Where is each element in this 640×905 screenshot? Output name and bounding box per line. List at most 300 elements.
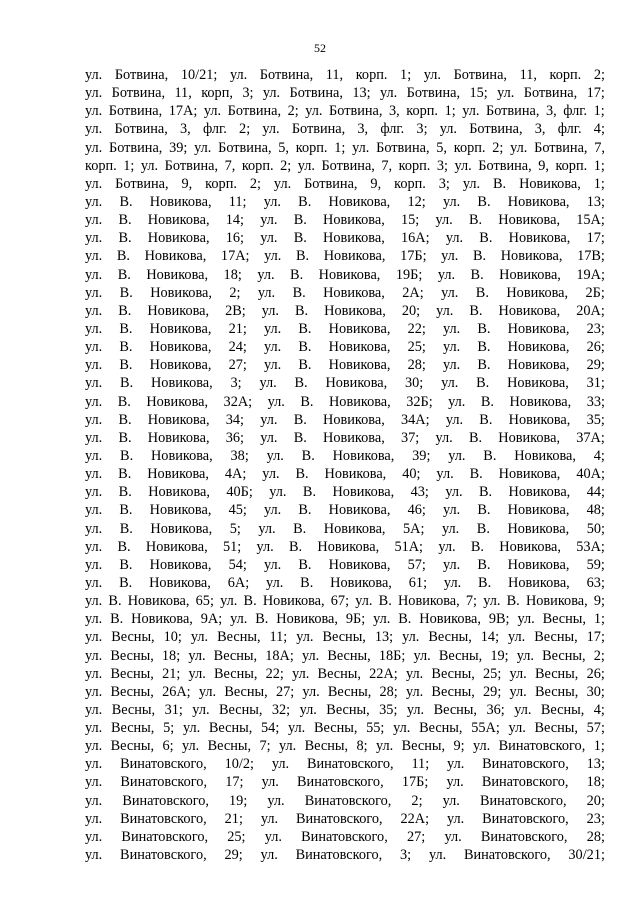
address-line (85, 755, 605, 773)
address-word: Новикова, (498, 212, 561, 229)
address-word: ул. (269, 484, 287, 501)
address-line (85, 628, 605, 646)
address-word: ул. (444, 828, 462, 845)
address-word: Новикова, (499, 266, 561, 283)
address-word: Новикова, (149, 574, 211, 591)
address-word: 50; (586, 520, 605, 537)
address-word: ул. (267, 393, 285, 410)
address-word: 3, (180, 121, 191, 138)
address-line (85, 556, 605, 574)
address-word: ул. (509, 665, 527, 682)
address-word: 31; (586, 375, 605, 392)
address-line (85, 284, 605, 302)
address-word: Ботвина, (114, 67, 169, 83)
address-line (85, 157, 605, 175)
address-word: 1; (593, 103, 605, 120)
address-word: корп. (453, 139, 486, 156)
address-word: 1; (593, 175, 605, 192)
address-word: 1; (123, 157, 135, 174)
address-word: ул. (257, 284, 276, 301)
address-word: Новикова, (507, 357, 570, 374)
address-word: В. (468, 212, 483, 229)
address-word: Новикова, (323, 230, 385, 247)
address-word: корп. (205, 175, 237, 192)
address-word: ул. (271, 756, 290, 773)
address-word: 16; (225, 230, 245, 247)
address-word: 2; (492, 139, 504, 156)
address-word: ул. (355, 593, 373, 610)
address-word: 9; (593, 593, 605, 610)
address-word: Винатовского, (482, 810, 569, 827)
address-word: Новикова, (127, 593, 190, 610)
address-word: В. (116, 248, 130, 265)
address-word: 11; (228, 193, 247, 210)
address-word: Новикова, (328, 320, 391, 337)
address-word: ул. (352, 139, 370, 156)
address-word: В. (118, 411, 132, 428)
address-word: 44; (586, 484, 605, 501)
address-word: ул. (438, 538, 456, 555)
address-word: В. (300, 393, 314, 410)
address-word: ул. (260, 847, 278, 864)
address-word: корп. (241, 157, 274, 174)
address-word: Ботвина, (108, 139, 163, 156)
address-word: В. (476, 520, 490, 537)
address-word: 17; (586, 629, 605, 646)
address-word: 13; (586, 193, 605, 210)
address-word: ул. (182, 738, 200, 755)
address-word: Новикова, (498, 429, 561, 446)
address-word: ул. (230, 611, 248, 628)
address-line (85, 737, 605, 755)
address-word: Ботвина, (111, 85, 166, 102)
address-word: В. (298, 556, 312, 573)
address-word: 21; (162, 665, 181, 682)
address-line (85, 411, 605, 429)
address-word: ул. (462, 103, 480, 120)
address-word: Весны, (313, 720, 358, 737)
address-line (85, 320, 605, 338)
address-word: В. (119, 357, 133, 374)
address-word: ул. (188, 647, 206, 664)
address-word: 4; (593, 447, 605, 464)
address-word: 30; (405, 375, 424, 392)
address-word: Новикова, (144, 248, 207, 265)
address-word: ул. (85, 574, 103, 591)
address-word: 20; (586, 792, 605, 809)
address-word: В. (478, 574, 492, 591)
address-word: 4; (593, 701, 605, 718)
address-word: ул. (264, 556, 282, 573)
address-word: Весны, (540, 701, 585, 718)
address-word: В. (295, 466, 309, 483)
address-word: ул. (229, 67, 248, 83)
address-word: ул. (297, 157, 315, 174)
address-word: 37; (401, 429, 420, 446)
address-word: Винатовского, (463, 847, 551, 864)
address-word: 28; (586, 828, 605, 845)
address-word: ул. (279, 738, 297, 755)
address-word: Новикова, (507, 520, 570, 537)
address-word: ул. (182, 720, 201, 737)
address-word: Новикова, (508, 411, 571, 428)
address-word: ул. (267, 792, 285, 809)
address-word: ул. (85, 411, 103, 428)
address-word: ул. (423, 67, 441, 83)
address-word: Новикова, (508, 484, 571, 501)
address-word: В. (292, 284, 306, 301)
address-line (85, 175, 605, 193)
address-word: В. (119, 502, 133, 519)
address-word: 26А; (162, 683, 191, 700)
address-word: ул. (413, 647, 431, 664)
address-word: ул. (266, 447, 284, 464)
address-word: ул. (442, 520, 460, 537)
address-word: ул. (299, 701, 317, 718)
address-word: Новикова, (498, 302, 561, 319)
address-line (85, 84, 605, 102)
address-word: Винатовского, (301, 828, 388, 845)
address-word: В. (479, 230, 493, 247)
address-word: 32; (271, 701, 291, 718)
address-word: 23; (586, 810, 605, 827)
address-word: Новикова, (147, 429, 210, 446)
address-word: ул. (260, 810, 279, 827)
address-word: ул. (443, 502, 461, 519)
address-word: Новикова, (397, 593, 460, 610)
address-word: В. (119, 193, 133, 210)
address-word: Весны, (110, 647, 154, 664)
address-word: ул. (497, 85, 515, 102)
address-word: Новикова, (317, 538, 380, 555)
address-word: 8; (356, 738, 368, 755)
address-word: Новикова, (150, 447, 213, 464)
address-word: ул. (296, 629, 314, 646)
address-word: ул. (85, 466, 103, 483)
address-word: 28; (407, 357, 426, 374)
address-word: 36; (486, 701, 505, 718)
address-word: В. (479, 411, 493, 428)
address-word: ул. (260, 429, 278, 446)
address-word: Весны, (322, 629, 366, 646)
address-word: 55А; (471, 720, 500, 737)
address-word: В. (119, 339, 133, 356)
address-word: Новикова, (146, 266, 209, 283)
address-word: 63; (586, 574, 605, 591)
address-word: ул. (380, 85, 398, 102)
address-line (85, 610, 605, 628)
address-word: Ботвина, (523, 85, 578, 102)
address-word: ул. (445, 230, 464, 247)
address-word: 23; (586, 320, 605, 337)
address-word: ул. (509, 683, 527, 700)
address-word: В. (243, 593, 257, 610)
address-word: ул. (262, 121, 280, 138)
address-word: Новикова, (149, 502, 212, 519)
address-word: В. (302, 484, 317, 501)
address-word: 30; (586, 683, 605, 700)
address-word: Новикова, (525, 593, 588, 610)
address-word: Весны, (207, 738, 252, 755)
address-word: ул. (436, 302, 454, 319)
address-word: ул. (263, 193, 281, 210)
address-word: ул. (393, 720, 411, 737)
address-word: Винатовского, (480, 828, 568, 845)
address-word: 31; (164, 701, 183, 718)
address-word: ул. (510, 139, 528, 156)
address-word: ул. (443, 574, 462, 591)
address-word: В. (298, 357, 312, 374)
address-word: ул. (443, 339, 461, 356)
address-word: ул. (445, 411, 464, 428)
address-word: 29; (224, 847, 243, 864)
address-word: ул. (85, 357, 103, 374)
address-word: Винатовского, (297, 774, 384, 791)
address-word: 67; (330, 593, 350, 610)
address-word: 2; (287, 103, 299, 120)
address-word: Новикова, (419, 611, 481, 628)
address-word: 37А; (576, 429, 605, 446)
address-word: 25; (227, 828, 246, 845)
address-word: 5, (278, 139, 290, 156)
address-word: ул. (264, 248, 282, 265)
address-line (85, 229, 605, 247)
address-word: В. (119, 520, 133, 537)
address-word: Новикова, (323, 520, 386, 537)
address-word: 57; (586, 720, 605, 737)
address-word: 14; (225, 212, 245, 229)
address-word: Винатовского, (306, 756, 394, 773)
address-word: Новикова, (150, 375, 213, 392)
address-word: ул. (261, 774, 279, 791)
address-word: В. (483, 447, 497, 464)
address-word: ул. (85, 683, 103, 700)
address-word: 13; (374, 629, 394, 646)
address-word: В. (469, 466, 483, 483)
address-word: ул. (473, 738, 491, 755)
address-word: 17В; (577, 248, 605, 265)
address-line (85, 538, 605, 556)
address-word: В. (476, 375, 490, 392)
address-word: 28; (379, 683, 398, 700)
address-word: ул. (85, 720, 103, 737)
address-word: Ботвина, (227, 103, 282, 120)
address-word: Новикова, (507, 556, 570, 573)
address-word: Ботвина, (321, 157, 375, 174)
address-word: 2; (229, 284, 241, 301)
address-word: 43; (410, 484, 429, 501)
address-line (85, 247, 605, 265)
address-word: Ботвина, (486, 103, 540, 120)
address-word: Винатовского, (479, 792, 567, 809)
address-word: 27; (228, 357, 247, 374)
address-word: ул. (259, 375, 277, 392)
address-word: ул. (85, 538, 103, 555)
address-line (85, 356, 605, 374)
address-word: Ботвина, (534, 139, 588, 156)
address-line (85, 139, 605, 157)
address-word: ул. (220, 593, 238, 610)
address-word: Ботвина, (469, 121, 523, 138)
address-word: ул. (508, 629, 526, 646)
address-word: Новикова, (262, 593, 325, 610)
address-word: ул. (192, 701, 210, 718)
address-word: 21; (224, 810, 243, 827)
address-word: Новикова, (507, 339, 570, 356)
address-word: 1; (593, 611, 605, 628)
address-word: 17; (225, 774, 244, 791)
address-word: Новикова, (145, 538, 208, 555)
address-word: В. (294, 375, 308, 392)
address-word: 2; (249, 175, 261, 192)
address-word: 10/2; (224, 756, 254, 773)
address-line (85, 483, 605, 501)
address-word: Новикова, (323, 284, 385, 301)
address-word: ул. (264, 320, 282, 337)
address-word: ул. (85, 121, 103, 138)
address-word: В. (119, 320, 133, 337)
address-line (85, 120, 605, 138)
address-word: В. (493, 175, 507, 192)
address-word: ул. (428, 847, 447, 864)
address-word: 18А; (265, 647, 294, 664)
address-word: 5; (229, 520, 241, 537)
address-word: ул. (190, 629, 209, 646)
address-word: ул. (443, 556, 461, 573)
address-word: ул. (447, 756, 465, 773)
address-line (85, 647, 605, 665)
address-word: 25; (483, 665, 502, 682)
address-word: 19; (490, 647, 509, 664)
address-line (85, 501, 605, 519)
address-word: 7; (259, 738, 271, 755)
address-word: флг. (557, 121, 582, 138)
address-word: В. (289, 538, 303, 555)
address-word: 27; (406, 828, 426, 845)
address-word: 61; (408, 574, 428, 591)
address-word: 34; (225, 411, 245, 428)
address-word: ул. (85, 139, 103, 156)
address-word: Новикова, (324, 302, 386, 319)
address-word: ул. (264, 357, 282, 374)
address-word: 11; (411, 756, 430, 773)
address-word: 6А; (227, 574, 250, 591)
address-word: 9, (181, 175, 193, 192)
address-word: 2; (280, 157, 292, 174)
address-word: 18; (161, 647, 181, 664)
address-word: 39; (169, 139, 188, 156)
address-word: ул. (85, 320, 103, 337)
address-word: ул. (85, 502, 103, 519)
address-word: ул. (442, 792, 460, 809)
address-word: В. (293, 212, 307, 229)
address-word: Новикова, (324, 466, 387, 483)
address-word: Новикова, (499, 538, 561, 555)
address-word: В. (119, 284, 133, 301)
address-word: В. (468, 429, 483, 446)
address-word: Новикова, (332, 484, 395, 501)
address-word: 5, (436, 139, 447, 156)
address-line (85, 828, 605, 846)
address-word: 29; (483, 683, 502, 700)
address-word: Весны, (534, 629, 578, 646)
address-word: В. (469, 302, 483, 319)
address-word: ул. (435, 429, 453, 446)
address-word: Весны, (401, 738, 446, 755)
address-word: В. (477, 556, 491, 573)
address-word: ул. (441, 375, 459, 392)
address-word: 9; (453, 738, 465, 755)
address-word: ул. (373, 611, 391, 628)
address-word: В. (295, 302, 309, 319)
address-word: 4; (593, 121, 605, 138)
address-word: Ботвина, (376, 139, 430, 156)
address-word: В. (478, 484, 493, 501)
address-word: 3, (357, 121, 369, 138)
address-word: ул. (85, 248, 103, 265)
address-word: Новикова, (328, 357, 391, 374)
address-word: 51А; (394, 538, 424, 555)
address-line (85, 810, 605, 828)
address-word: 1; (334, 139, 346, 156)
address-word: 17; (586, 85, 605, 102)
address-word: ул. (454, 157, 472, 174)
address-word: Новикова, (500, 248, 563, 265)
address-word: 35; (586, 411, 605, 428)
address-word: В. (110, 611, 124, 628)
address-word: ул. (85, 103, 103, 120)
address-word: В. (300, 574, 314, 591)
address-word: Новикова, (318, 266, 381, 283)
address-word: корп. (406, 103, 439, 120)
address-word: Ботвина, (304, 175, 358, 192)
address-word: ул. (85, 647, 103, 664)
address-word: В. (298, 339, 312, 356)
address-word: 7, (224, 157, 236, 174)
address-word: В. (293, 230, 307, 247)
address-word: Новикова, (149, 556, 212, 573)
address-word: В. (477, 339, 491, 356)
address-word: ул. (483, 593, 501, 610)
address-line (85, 338, 605, 356)
address-word: ул. (516, 647, 535, 664)
address-word: Винатовского, (120, 810, 207, 827)
address-line (85, 574, 605, 592)
address-word: 15А; (576, 212, 605, 229)
address-word: 40; (402, 466, 421, 483)
address-word: 29; (586, 357, 605, 374)
address-word: 38; (230, 447, 249, 464)
address-line (85, 374, 605, 392)
address-word: В. (120, 375, 134, 392)
address-word: В. (475, 284, 489, 301)
address-word: Весны, (110, 738, 155, 755)
address-word: ул. (508, 720, 526, 737)
address-word: 2Б; (585, 284, 605, 301)
address-word: В. (293, 520, 307, 537)
address-word: 2; (411, 792, 423, 809)
address-word: Новикова, (514, 447, 576, 464)
address-line (85, 102, 605, 120)
address-word: ул. (85, 375, 103, 392)
address-word: корп. (398, 157, 431, 174)
address-word: Новикова, (507, 193, 570, 210)
address-word: В. (480, 393, 494, 410)
address-word: ул. (442, 193, 461, 210)
address-word: Новикова, (507, 502, 570, 519)
address-line (85, 719, 605, 737)
address-word: Весны, (542, 611, 586, 628)
